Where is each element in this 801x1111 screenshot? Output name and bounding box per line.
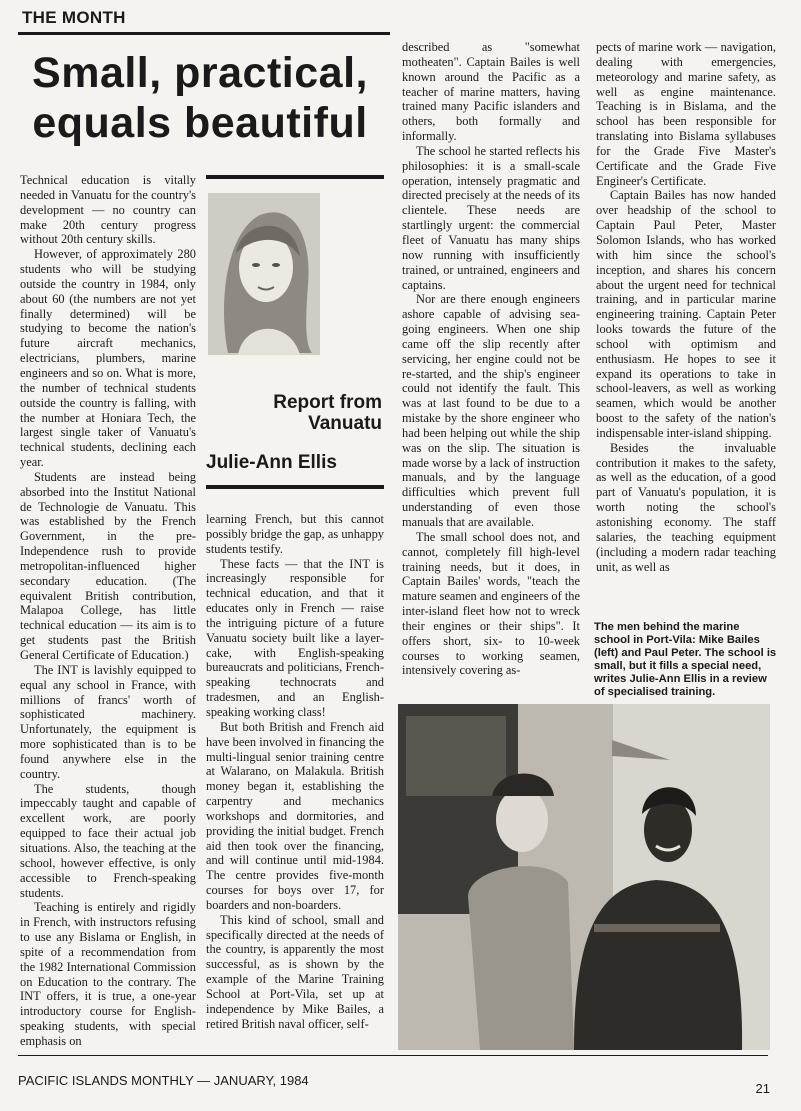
paragraph: Teaching is entirely and rigidly in French, with instructors refusing to use any Bislama or English, in spite of a recommendation from the 1982 International Commission on Education to the contrary. The INT offers, it is true, a one-year introductory course for English-speaking students, with special emphasis on bbox=[20, 900, 196, 1048]
section-label: THE MONTH bbox=[22, 8, 126, 27]
paragraph: Besides the invaluable contribution it makes to the safety, as well as the education, of a good part of Vanuatu's population, it is worth noting the school's astonishing economy. The staff salaries, the teaching equipment (including a modern radar teaching unit, as well as bbox=[596, 440, 776, 574]
photo-image bbox=[398, 704, 770, 1050]
author-box-bottom-rule bbox=[206, 485, 384, 489]
paragraph: The INT is lavishly equipped to equal any school in France, with millions of francs' worth of sophisticated machinery. Unfortunately, the equipment is more sophisticated than is to be found anywhere else in the country. bbox=[20, 662, 196, 781]
report-title: Report from Vanuatu bbox=[273, 392, 382, 434]
paragraph: This kind of school, small and specifically directed at the needs of the country, is apparently the most successful, as is shown by the example of the Marine Training School at Port-Vila, set up at independence by Mike Bailes, a retired British naval officer, self- bbox=[206, 912, 384, 1031]
paragraph: These facts — that the INT is increasingly responsible for technical education, and that it educates only in French — raise the intriguing picture of a future Vanuatu society built like a layer-cake, with English-speaking bureaucrats and politicians, French-speaking technocrats and tradesmen, and an English-speaking working class! bbox=[206, 556, 384, 719]
page-number: 21 bbox=[755, 1081, 770, 1096]
paragraph: The school he started reflects his philosophies: it is a small-scale operation, intensely pragmatic and directed precisely at the needs of its clientele. These needs are startlingly urgent: the commercial fleet of Vanuatu has many ships now running with insufficiently trained, or untrained, engineers and captains. bbox=[402, 143, 580, 292]
paragraph: Nor are there enough engineers ashore capable of advising sea-going engineers. When one ship came off the slip recently after servicing, her engine could not be re-started, and the ship's engineer could not identify the fault. This was at last found to be due to a mistake by the shore engineer who had been helping out while the ship was on the slip. The situation is made worse by a lack of instruction manuals, and by the language difficulties which prevent full understanding of even those manuals that are available. bbox=[402, 292, 580, 529]
author-portrait bbox=[208, 193, 320, 355]
paragraph: However, of approximately 280 students who will be studying outside the country in 1984, only about 60 (the numbers are not yet finally determined) will be studying to become the nation's future aircraft mechanics, electricians, plumbers, marine engineers and so on. What is more, the number of technical students outside the country is falling, with the number at Honiara Tech, the largest single taker of Vanuatu's technical students, declining each year. bbox=[20, 247, 196, 470]
bottom-rule bbox=[18, 1055, 768, 1056]
paragraph: described as "somewhat motheaten". Captain Bailes is well known around the Pacific as a teacher of marine matters, having trained many Pacific islanders and others, both formally and informally. bbox=[402, 40, 580, 144]
article-column-4 bbox=[596, 40, 776, 620]
author-box-top-rule bbox=[206, 175, 384, 179]
paragraph: pects of marine work — navigation, dealing with emergencies, meteorology and marine safety, as well as engine maintenance. Teaching is in Bislama, and the school has been responsible for translating into Bislama syllabuses for the Grade Five Master's Certificate and the Grade Five Engineer's Certificate. bbox=[596, 40, 776, 188]
article-column-1 bbox=[20, 173, 196, 1053]
headline: Small, practical, equals beautiful bbox=[32, 49, 368, 147]
paragraph: The small school does not, and cannot, completely fill high-level training needs, but it does, in Captain Bailes' words, "teach the mature seamen and engineers of the inter-island fleet how not to wreck their engines or their ships". It offers short, six- to 10-week courses to working seamen, intensively covering as- bbox=[402, 529, 580, 678]
paragraph: Technical education is vitally needed in Vanuatu for the country's development — no country can make 20th century progress without 20th century skills. bbox=[20, 173, 196, 247]
top-rule bbox=[18, 32, 390, 35]
portrait-image bbox=[208, 193, 320, 355]
paragraph: Students are instead being absorbed into the Institut National de Technologie de Vanuatu. This was established by the French Government, in the pre-Independence rush to provide metropolitan-influenced higher secondary education. (The equivalent British contribution, Malapoa College, has little technical education — its aim is to get students past the British General Certificate of Education.) bbox=[20, 469, 196, 662]
byline: Julie-Ann Ellis bbox=[206, 452, 337, 473]
article-column-2 bbox=[206, 512, 384, 1052]
footer-publication: PACIFIC ISLANDS MONTHLY — JANUARY, 1984 bbox=[18, 1073, 309, 1088]
paragraph: learning French, but this cannot possibly bridge the gap, as unhappy students testify. bbox=[206, 512, 384, 556]
article-column-3 bbox=[402, 40, 580, 695]
photo-two-men bbox=[398, 704, 770, 1050]
paragraph: The students, though impeccably taught and capable of excellent work, are poorly equipped to face their actual job situations. Also, the teaching at the school, however effective, is only accessible to French-speaking students. bbox=[20, 781, 196, 900]
paragraph: But both British and French aid have been involved in financing the multi-lingual senior training centre at Walarano, on Malakula. British money began it, establishing the carpentry and mechanics workshops and dormitories, and providing the initial budget. French aid then took over the financing, and will continue until mid-1984. The centre provides five-month courses for boys over 17, for boarders and non-boarders. bbox=[206, 719, 384, 912]
paragraph: Captain Bailes has now handed over headship of the school to Captain Paul Peter, Master Solomon Islands, who has worked with him since the school's inception, and shares his concern about the urgent need for technical training, and in particular marine engineering training. Captain Peter looks towards the future of the school with optimism and enthusiasm. He hopes to see it expand its operations to take in school-leavers, as well as working seamen, which would be another boost to the safety of the nation's indispensable inter-island shipping. bbox=[596, 188, 776, 440]
photo-caption: The men behind the marine school in Port-Vila: Mike Bailes (left) and Paul Peter. The school is small, but it fills a special need, writes Julie-Ann Ellis in a review of specialised training. bbox=[594, 621, 777, 698]
